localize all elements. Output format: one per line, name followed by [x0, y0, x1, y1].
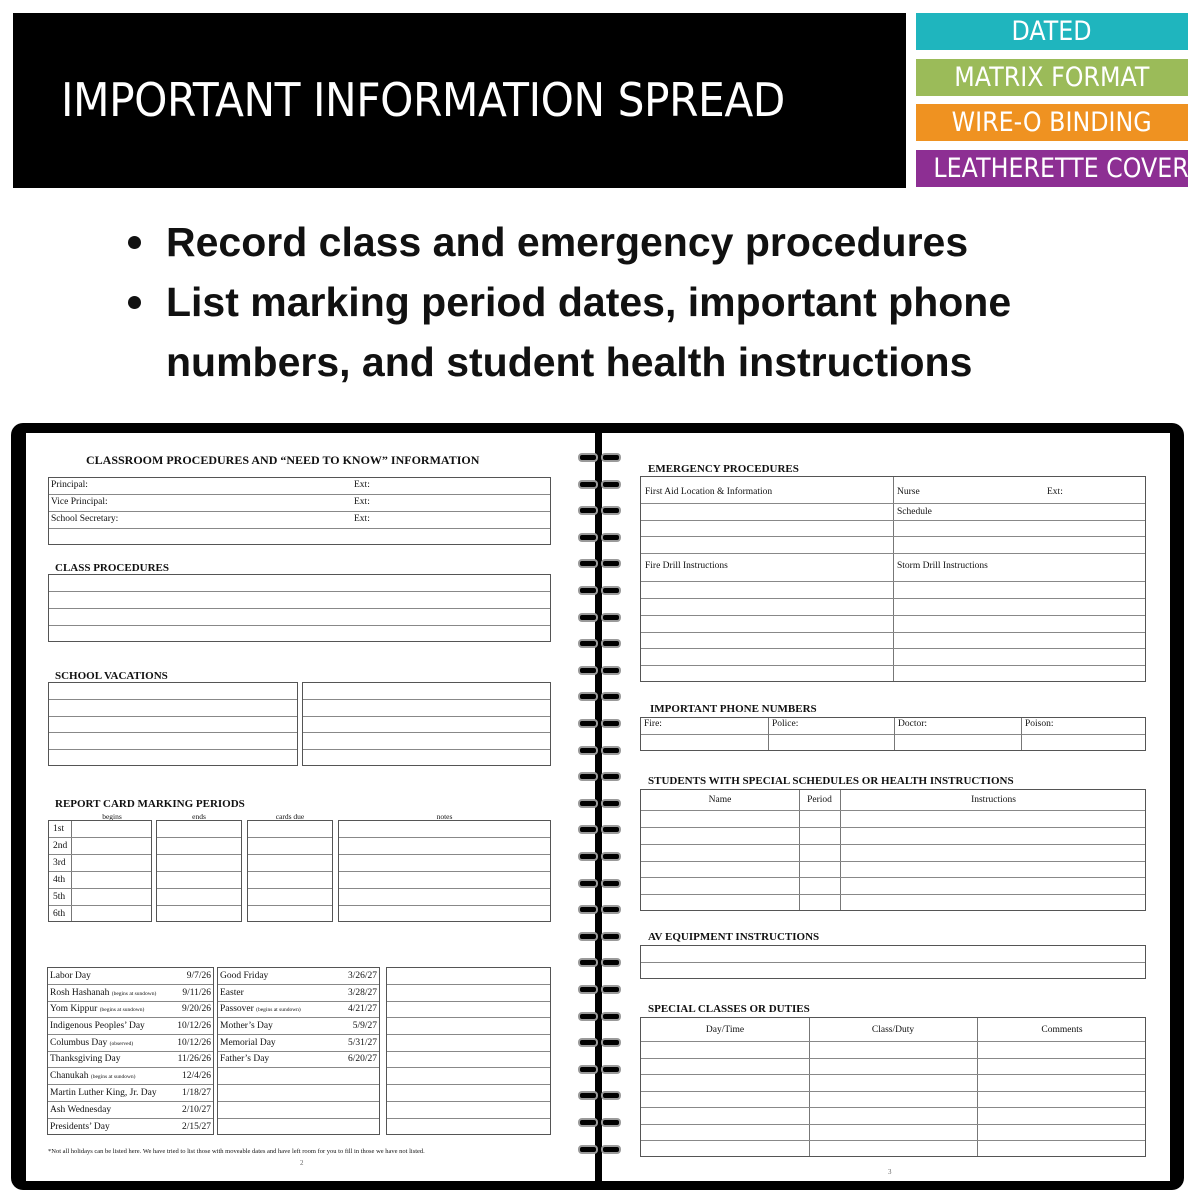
holiday-date: 9/20/26 [181, 1004, 211, 1014]
binding-ring [578, 480, 598, 489]
fire-drill-label: Fire Drill Instructions [645, 561, 728, 571]
special-classes-heading: SPECIAL CLASSES OR DUTIES [648, 1003, 810, 1015]
column-cards-due: cards due [275, 812, 305, 821]
binding-ring [601, 719, 621, 728]
binding-ring [601, 1118, 621, 1127]
holiday-name: Martin Luther King, Jr. Day [50, 1088, 157, 1098]
ext-label: Ext: [354, 514, 370, 524]
left-page [26, 433, 595, 1181]
binding-ring [601, 506, 621, 515]
feature-bullets [128, 212, 1128, 392]
phone-numbers-table [640, 717, 1146, 751]
holiday-name: Columbus Day (observed) [50, 1038, 134, 1048]
badge-leatherette-cover: LEATHERETTE COVER [916, 150, 1188, 187]
holiday-name: Ash Wednesday [50, 1105, 112, 1115]
holiday-name: Rosh Hashanah (begins at sundown) [50, 988, 157, 998]
binding-ring [578, 1038, 598, 1047]
holiday-date: 2/15/27 [181, 1122, 211, 1132]
badge-wire-o-binding: WIRE-O BINDING [916, 104, 1188, 141]
holiday-date: 3/26/27 [347, 971, 377, 981]
holiday-date: 12/4/26 [181, 1071, 211, 1081]
period-label: 4th [53, 875, 66, 885]
column-day-time: Day/Time [705, 1025, 745, 1035]
class-procedures-heading: CLASS PROCEDURES [55, 562, 169, 574]
binding-ring [601, 932, 621, 941]
binding-ring [578, 613, 598, 622]
binding-ring [601, 1038, 621, 1047]
binding-ring [601, 666, 621, 675]
doctor-phone-label: Doctor: [898, 719, 928, 729]
emergency-heading: EMERGENCY PROCEDURES [648, 463, 799, 475]
ext-label: Ext: [354, 497, 370, 507]
holiday-name: Passover (begins at sundown) [220, 1004, 301, 1014]
binding-ring [601, 480, 621, 489]
holiday-name: Easter [220, 988, 244, 998]
binding-ring [578, 879, 598, 888]
school-vacations-box-left [48, 682, 298, 766]
binding-ring [601, 852, 621, 861]
holiday-date: 10/12/26 [177, 1021, 211, 1031]
period-label: 2nd [53, 841, 68, 851]
page-number: 2 [300, 1159, 304, 1167]
binding-ring [578, 746, 598, 755]
binding-ring [601, 772, 621, 781]
binding-ring [578, 799, 598, 808]
holiday-date: 3/28/27 [347, 988, 377, 998]
badge-matrix-format: MATRIX FORMAT [916, 59, 1188, 96]
binding-ring [601, 1145, 621, 1154]
av-equipment-heading: AV EQUIPMENT INSTRUCTIONS [648, 931, 820, 943]
holiday-date: 5/9/27 [352, 1021, 377, 1031]
holiday-date: 9/11/26 [182, 988, 211, 998]
binding-ring [578, 666, 598, 675]
column-begins: begins [102, 812, 122, 821]
column-class-duty: Class/Duty [871, 1025, 915, 1035]
binding-ring [578, 852, 598, 861]
holiday-name: Father’s Day [220, 1054, 270, 1064]
principal-label: Principal: [51, 480, 88, 490]
av-equipment-box [640, 945, 1146, 979]
police-phone-label: Police: [772, 719, 799, 729]
binding-ring [601, 746, 621, 755]
binding-ring [578, 1091, 598, 1100]
holiday-date: 1/18/27 [181, 1088, 211, 1098]
holiday-name: Labor Day [50, 971, 91, 981]
binding-ring [578, 692, 598, 701]
ext-label: Ext: [1047, 487, 1063, 497]
holidays-table-3 [386, 967, 551, 1135]
special-students-heading: STUDENTS WITH SPECIAL SCHEDULES OR HEALTH INSTRUCTIONS [648, 775, 1014, 787]
holidays-table-2 [217, 967, 380, 1135]
poison-phone-label: Poison: [1025, 719, 1054, 729]
binding-ring [601, 586, 621, 595]
holiday-date: 9/7/26 [186, 971, 211, 981]
holiday-date: 10/12/26 [177, 1038, 211, 1048]
binding-ring [578, 772, 598, 781]
bullet-item: List marking period dates, important phone numbers, and student health instructions [128, 272, 1128, 392]
holiday-name: Thanksgiving Day [50, 1054, 121, 1064]
banner-title: IMPORTANT INFORMATION SPREAD [61, 73, 785, 127]
binding-ring [601, 692, 621, 701]
column-comments: Comments [1041, 1025, 1083, 1035]
period-label: 3rd [53, 858, 66, 868]
column-ends: ends [192, 812, 206, 821]
school-vacations-box-right [302, 682, 551, 766]
binding-ring [601, 613, 621, 622]
binding-ring [601, 639, 621, 648]
nurse-label: Nurse [897, 487, 920, 497]
marking-ends-box [156, 820, 242, 922]
binding-ring [601, 879, 621, 888]
binding-ring [578, 586, 598, 595]
binding-ring [578, 1118, 598, 1127]
school-secretary-label: School Secretary: [51, 514, 119, 524]
holiday-date: 5/31/27 [347, 1038, 377, 1048]
contacts-table [48, 477, 551, 545]
page-number: 3 [888, 1168, 892, 1176]
binding-ring [578, 825, 598, 834]
period-label: 6th [53, 909, 66, 919]
binding-ring [578, 958, 598, 967]
holidays-table-1 [47, 967, 214, 1135]
binding-ring [578, 1065, 598, 1074]
binding-ring [578, 506, 598, 515]
holiday-date: 4/21/27 [347, 1004, 377, 1014]
column-instructions: Instructions [971, 795, 1016, 805]
binding-ring [578, 533, 598, 542]
binding-ring [578, 932, 598, 941]
period-label: 1st [53, 824, 65, 834]
holiday-name: Mother’s Day [220, 1021, 273, 1031]
holiday-name: Memorial Day [220, 1038, 276, 1048]
schedule-label: Schedule [897, 507, 932, 517]
binding-ring [601, 825, 621, 834]
phone-numbers-heading: IMPORTANT PHONE NUMBERS [650, 703, 817, 715]
column-name: Name [708, 795, 732, 805]
binding-ring [601, 958, 621, 967]
binding-ring [601, 559, 621, 568]
fire-phone-label: Fire: [644, 719, 662, 729]
marking-periods-heading: REPORT CARD MARKING PERIODS [55, 798, 245, 810]
column-period: Period [807, 795, 832, 805]
binding-ring [578, 453, 598, 462]
right-page [602, 433, 1170, 1181]
ext-label: Ext: [354, 480, 370, 490]
binding-ring [601, 1091, 621, 1100]
emergency-table [640, 476, 1146, 682]
holiday-date: 11/26/26 [177, 1054, 211, 1064]
binding-ring [601, 799, 621, 808]
marking-notes-box [338, 820, 551, 922]
period-label: 5th [53, 892, 66, 902]
bullet-item: Record class and emergency procedures [128, 212, 1128, 272]
special-students-table [640, 789, 1146, 911]
holidays-footnote: *Not all holidays can be listed here. We have tried to list those with moveable dates and have left room for you to fill in those we have not listed. [48, 1148, 425, 1155]
storm-drill-label: Storm Drill Instructions [897, 561, 988, 571]
marking-begins-box [48, 820, 152, 922]
vice-principal-label: Vice Principal: [51, 497, 108, 507]
badge-dated: DATED [916, 13, 1188, 50]
special-classes-table [640, 1017, 1146, 1157]
binding-ring [578, 905, 598, 914]
marking-cards-due-box [247, 820, 333, 922]
holiday-name: Presidents’ Day [50, 1122, 110, 1132]
binding-ring [578, 559, 598, 568]
column-notes: notes [436, 812, 453, 821]
binding-ring [601, 533, 621, 542]
school-vacations-heading: SCHOOL VACATIONS [55, 670, 168, 682]
title-banner [13, 13, 906, 188]
binding-ring [601, 1012, 621, 1021]
holiday-date: 2/10/27 [181, 1105, 211, 1115]
class-procedures-box [48, 574, 551, 642]
binding-ring [578, 985, 598, 994]
binding-ring [601, 905, 621, 914]
holiday-date: 6/20/27 [347, 1054, 377, 1064]
holiday-name: Indigenous Peoples’ Day [50, 1021, 145, 1031]
binding-ring [578, 1012, 598, 1021]
binding-ring [601, 1065, 621, 1074]
binding-ring [578, 1145, 598, 1154]
binding-ring [601, 453, 621, 462]
planner-spread [11, 423, 1184, 1190]
binding-ring [601, 985, 621, 994]
holiday-name: Chanukah (begins at sundown) [50, 1071, 136, 1081]
first-aid-label: First Aid Location & Information [645, 487, 773, 497]
holiday-name: Yom Kippur (begins at sundown) [50, 1004, 145, 1014]
holiday-name: Good Friday [220, 971, 269, 981]
binding-ring [578, 719, 598, 728]
page-title: CLASSROOM PROCEDURES AND “NEED TO KNOW” INFORMATION [86, 453, 480, 467]
binding-ring [578, 639, 598, 648]
